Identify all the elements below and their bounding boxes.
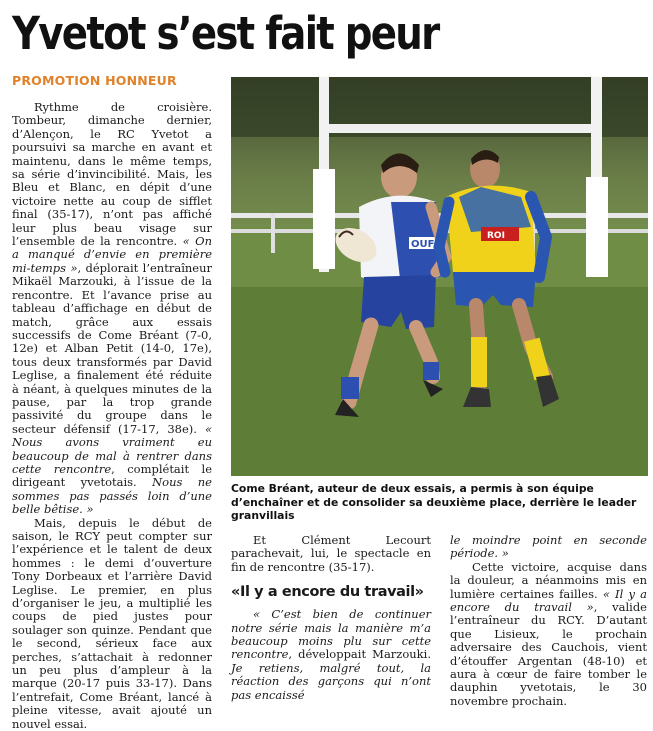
quote: Je retiens, malgré tout, la réaction des garçons qui n’ont pas encaissé (231, 660, 431, 702)
section-subheading: «Il y a encore du travail» (231, 584, 424, 601)
article-column-2 (231, 534, 431, 702)
quote: « Nous avons vraiment eu beaucoup de mal à rentrer dans cette rencontre (12, 421, 212, 476)
paragraph: Mais, depuis le début de saison, le RCY peut compter sur l’expérience et le talent de deux hommes : le demi d’ouverture Tony Dorbeaux et l’arrière David Leglise. Le premier, en plus d’organiser le jeu, a multiplié les coups de pied justes pour soulager son quinze. Pendant que le second, sérieux face aux perches, s’attachait à redonner un peu plus d’ampleur à la marque (20-17 puis 33-17). Dans l’entrefait, Come Bréant, lancé à pleine vitesse, avait ajouté un nouvel essai. (12, 515, 212, 731)
match-photo (231, 77, 648, 476)
article-column-1 (12, 101, 212, 731)
quote: Nous ne sommes pas passés loin d’une belle bêtise. » (12, 475, 212, 517)
article-headline: Yvetot s’est fait peur (12, 7, 439, 60)
photo-caption: Come Bréant, auteur de deux essais, a permis à son équipe d’enchaîner et de consolider sa deuxième place, derrière le leader granvillais (231, 482, 637, 522)
quote: le moindre point en seconde période. » (450, 533, 647, 561)
paragraph: Cette victoire, acquise dans la douleur, a néanmoins mis en lumière certaines failles. « Il y a encore du travail », valide l’entraîneur du RCY. D’autant que Lisieux, le prochain adversaire des Cauchois, vient d’étouffer Argentan (48-10) et aura à cœur de faire tomber le dauphin yvetotais, le 30 novembre prochain. (450, 559, 647, 708)
paragraph (450, 534, 647, 561)
jersey-sponsor-2: ROI (487, 231, 505, 241)
article-column-3 (450, 534, 647, 708)
paragraph: Rythme de croisière. Tombeur, dimanche dernier, d’Alençon, le RC Yvetot a poursuivi sa marche en avant et maintenu, dans le même temps, sa série d’invincibilité. Mais, les Bleu et Blanc, en dépit d’une victoire nette au coup de sifflet final (35-17), n’ont pas affiché leur plus beau visage sur l’ensemble de la rencontre. « On a manqué d’envie en première mi-temps », déplorait l’entraîneur Mikaël Marzouki, à l’issue de la rencontre. Et l’avance prise au tableau d’affichage en début de match, grâce aux essais successifs de Come Bréant (7-0, 12e) et Alban Petit (14-0, 17e), tous deux transformés par David Leglise, a finalement été réduite à néant, à quelques minutes de la pause, par la trop grande passivité du groupe dans le secteur défensif (17-17, 38e). « Nous avons vraiment eu beaucoup de mal à rentrer dans cette rencontre, complétait le dirigeant yvetotais. Nous ne sommes pas passés loin d’une belle bêtise. » (12, 100, 212, 517)
quote: « On a manqué d’envie en première mi-temps » (12, 234, 212, 275)
paragraph: « C’est bien de continuer notre série mais la manière m’a beaucoup moins plu sur cette rencontre, développait Marzouki. Je retiens, malgré tout, la réaction des garçons qui n’ont pas encaissé (231, 607, 431, 702)
paragraph: Et Clément Lecourt parachevait, lui, le spectacle en fin de rencontre (35-17). (231, 533, 431, 574)
rugby-players-image (231, 77, 648, 476)
section-rubric: PROMOTION HONNEUR (12, 73, 177, 88)
jersey-sponsor: OUFL (411, 239, 441, 250)
quote: « C’est bien de continuer notre série mais la manière m’a beaucoup moins plu sur cette rencontre (231, 607, 431, 662)
quote: « Il y a encore du travail » (450, 586, 647, 615)
